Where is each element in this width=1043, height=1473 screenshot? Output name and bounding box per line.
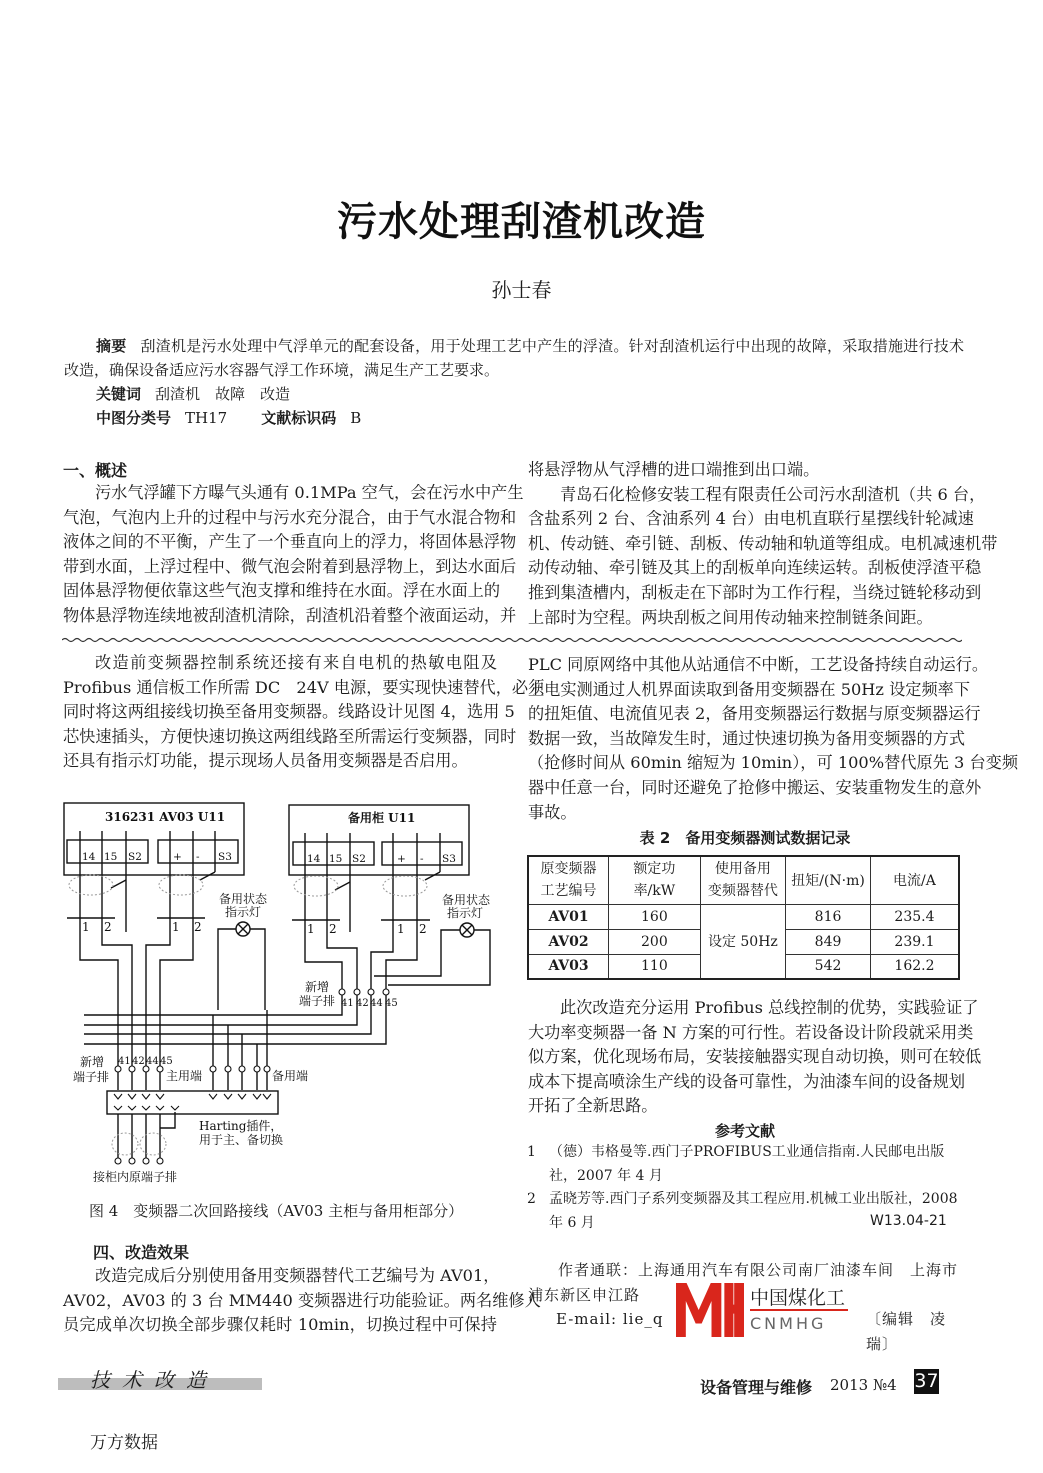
- text-line: 污水气浮罐下方曝气头通有 0.1MPa 空气，会在污水中产生: [95, 483, 524, 502]
- lamp-label: 备用状态: [219, 892, 268, 906]
- table-cell: 816: [786, 904, 871, 929]
- figure-4-wiring-diagram: [60, 795, 510, 1195]
- table-cell: 200: [609, 929, 701, 954]
- text-line: AV02，AV03 的 3 台 MM440 变频器进行功能验证。两名维修人: [63, 1290, 541, 1310]
- page-number: 37: [914, 1370, 939, 1392]
- reference-item: 1 （德）韦格曼等.西门子PROFIBUS工业通信指南.人民邮电出版社，2007 年 4 月: [527, 1144, 945, 1184]
- text-line: 数据一致，当故障发生时，通过快速切换为备用变频器的方式: [528, 728, 966, 748]
- pin-label: 2: [419, 922, 427, 936]
- article-author: 孙士春: [491, 278, 552, 302]
- text-line: 固体悬浮物便依靠这些气泡支撑和维持在水面。浮在水面上的: [63, 581, 501, 601]
- text-line: 器中任意一台，同时还避免了抢修中搬运、安装重物发生的意外: [528, 777, 982, 797]
- table-cell: AV01: [528, 904, 609, 929]
- abstract-block: [64, 334, 964, 430]
- new-terminal-label: 新增: [80, 1055, 105, 1069]
- pin-label: 1: [82, 920, 90, 934]
- abstract-label: 摘要: [96, 337, 127, 355]
- abstract: [64, 334, 964, 382]
- keywords-label: 关键词: [96, 385, 142, 403]
- table-cell: AV03: [528, 954, 609, 979]
- table-cell: 162.2: [870, 954, 959, 979]
- text-line: 员完成单次切换全部步骤仅耗时 10min，切换过程中可保持: [63, 1315, 497, 1335]
- text-line: 将悬浮物从气浮槽的进口端推到出口端。: [528, 460, 820, 479]
- terminal-label: 14: [307, 853, 321, 865]
- text-line: 气泡，气泡内上升的过程中与污水充分混合，由于气水混合物和: [63, 507, 517, 527]
- pin-label: 2: [329, 922, 337, 936]
- terminal-number: 45: [160, 1056, 173, 1067]
- text-line: 还具有指示灯功能，提示现场人员备用变频器是否启用。: [63, 751, 468, 771]
- journal-issue: 2013 №4: [830, 1376, 897, 1394]
- new-terminal-label: 端子排: [73, 1070, 110, 1084]
- lamp-label: 备用状态: [442, 893, 491, 907]
- text-line: 大功率变频器一备 N 方案的可行性。若设备设计阶段就采用类: [528, 1022, 974, 1042]
- text-line: 开拓了全新思路。: [528, 1096, 658, 1116]
- contact-line: 浦东新区申江路: [528, 1285, 641, 1304]
- abstract-text: 刮渣机是污水处理中气浮单元的配套设备，用于处理工艺中产生的浮渣。针对刮渣机运行中出现的故障，采取措施进行技术改造，确保设备适应污水容器气浮工作环境，满足生产工艺要求。: [64, 337, 964, 379]
- new-terminal-label: 新增: [305, 980, 330, 994]
- terminal-label: S3: [218, 851, 232, 863]
- harting-label: Harting插件，: [199, 1119, 283, 1133]
- table-cell: 235.4: [870, 904, 959, 929]
- figure-4-caption: 图 4 变频器二次回路接线（AV03 主柜与备用柜部分）: [89, 1202, 464, 1220]
- table-cell: 160: [609, 904, 701, 929]
- editor-credit: 〔编辑 凌 瑞〕: [866, 1310, 963, 1353]
- terminal-label: +: [397, 853, 406, 865]
- conclusion-paragraph: [528, 996, 982, 1119]
- text-line: PLC 同原网络中其他从站通信不中断，工艺设备持续自动运行。: [528, 655, 989, 674]
- text-line: 此次改造充分运用 Profibus 总线控制的优势，实践验证了: [560, 998, 979, 1017]
- section-4-heading: 四、改造效果: [93, 1243, 190, 1262]
- text-line: 改造前变频器控制系统还接有来自电机的热敏电阻及: [95, 653, 497, 672]
- pin-label: 1: [307, 922, 315, 936]
- section-1-paragraph: [63, 481, 524, 629]
- header-cell: 额定功 率/kW: [609, 856, 701, 904]
- text-line: 液体之间的不平衡，产生了一个垂直向上的浮力，将固体悬浮物: [63, 532, 517, 552]
- clc-label: 中图分类号: [96, 409, 172, 427]
- terminal-label: 15: [329, 853, 343, 865]
- terminal-label: -: [420, 853, 424, 865]
- header-cell: 原变频器 工艺编号: [528, 856, 609, 904]
- text-line: 推到集渣槽内，刮板走在下部时为工作行程，当绕过链轮移动到: [528, 582, 982, 602]
- text-line: （抢修时间从 60min 缩短为 10min），可 100%替代原先 3 台变频: [528, 753, 1019, 773]
- header-cell: 使用备用 变频器替代: [700, 856, 786, 904]
- text-line: 同时将这两组接线切换至备用变频器。线路设计见图 4，选用 5: [63, 702, 515, 722]
- mh-logo-icon: [676, 1283, 744, 1337]
- main-end-label: 主用端: [166, 1069, 203, 1083]
- clc-value: TH17: [185, 409, 228, 427]
- watermark-rule: [750, 1309, 848, 1311]
- spare-end-label: 备用端: [272, 1069, 309, 1083]
- header-cell: 扭矩/(N·m): [786, 856, 871, 904]
- text-line: 动传动轴、牵引链及其上的刮板单向连续运转。刮板使浮渣平稳: [528, 558, 982, 578]
- harting-connector: [107, 1091, 278, 1114]
- terminal-number: 44: [370, 998, 383, 1009]
- left-mid-paragraph: [63, 651, 545, 774]
- text-line: 物体悬浮物连续地被刮渣机清除，刮渣机沿着整个液面运动，并: [63, 605, 517, 625]
- text-line: 含盐系列 2 台、含油系列 4 台）由电机直联行星摆线针轮减速: [528, 509, 974, 529]
- text-line: 似方案，优化现场布局，安装接触器实现自动切换，则可在较低: [528, 1047, 982, 1067]
- article-title: 污水处理刮渣机改造: [337, 199, 706, 245]
- terminal-label: S3: [442, 853, 456, 865]
- table-cell: 239.1: [870, 929, 959, 954]
- pin-label: 1: [397, 922, 405, 936]
- main-cabinet-label: 316231 AV03 U11: [105, 810, 226, 824]
- terminal-number: 45: [385, 998, 398, 1009]
- right-top-paragraphs: [528, 458, 998, 630]
- header-cell: 电流/A: [870, 856, 959, 904]
- text-line: 机、传动链、牵引链、刮板、传动轴和轨道等组成。电机减速机带: [528, 533, 998, 553]
- contact-email: E-mail: lie_q: [556, 1310, 664, 1328]
- section-tag: [58, 1370, 262, 1390]
- terminal-number: 41: [118, 1056, 131, 1067]
- source-watermark: 万方数据: [90, 1433, 158, 1453]
- original-terminal-label: 接柜内原端子排: [93, 1170, 178, 1184]
- doc-code-label: 文献标识码: [261, 409, 337, 427]
- article-code: W13.04-21: [870, 1213, 947, 1229]
- text-line: Profibus 通信板工作所需 DC 24V 电源，要实现快速替代，必须: [63, 677, 545, 697]
- table-row: [528, 904, 959, 929]
- lamp-label: 指示灯: [225, 905, 262, 919]
- table-2: [527, 855, 960, 980]
- terminal-label: 14: [82, 851, 96, 863]
- terminal-label: S2: [352, 853, 366, 865]
- table-cell: 110: [609, 954, 701, 979]
- classification: [64, 406, 964, 430]
- text-line: 上部时为空程。两块刮板之间用传动轴来控制链条间距。: [528, 607, 933, 627]
- new-terminal-label: 端子排: [299, 994, 336, 1008]
- text-line: 成本下提高喷涂生产线的设备可靠性，为油漆车间的设备规划: [528, 1071, 966, 1091]
- terminal-label: -: [196, 851, 200, 863]
- terminal-label: 15: [104, 851, 118, 863]
- terminal-number: 42: [356, 998, 369, 1009]
- text-line: 芯快速插头，方便快速切换这两组线路至所需运行变频器，同时: [63, 726, 517, 746]
- text-line: 事故。: [528, 802, 577, 822]
- watermark-logo: [676, 1283, 856, 1339]
- table-cell: 542: [786, 954, 871, 979]
- contact-line: 作者通联：上海通用汽车有限公司南厂油漆车间 上海市: [558, 1261, 959, 1279]
- merged-setting-cell: 设定 50Hz: [700, 904, 786, 979]
- pin-label: 2: [194, 920, 202, 934]
- pin-label: 1: [172, 920, 180, 934]
- text-line: 上电实测通过人机界面读取到备用变频器在 50Hz 设定频率下: [528, 679, 971, 699]
- section-divider: [62, 636, 962, 644]
- terminal-label: +: [173, 851, 182, 863]
- text-line: 的扭矩值、电流值见表 2，备用变频器运行数据与原变频器运行: [528, 704, 981, 724]
- section-4-paragraph: [63, 1264, 541, 1338]
- section-tag-text: 技术改造: [90, 1368, 218, 1392]
- table-cell: 849: [786, 929, 871, 954]
- references-heading: 参考文献: [714, 1122, 775, 1140]
- reference-item: 2 孟晓芳等.西门子系列变频器及其工程应用.机械工业出版社，2008 年 6 月: [527, 1191, 958, 1231]
- text-line: 青岛石化检修安装工程有限责任公司污水刮渣机（共 6 台，: [560, 484, 986, 504]
- watermark-en: CNMHG: [750, 1314, 827, 1333]
- keywords-text: 刮渣机 故障 改造: [155, 385, 291, 403]
- terminal-number: 41: [341, 998, 354, 1009]
- keywords: [64, 382, 964, 406]
- terminal-number: 42: [132, 1056, 145, 1067]
- journal-name: 设备管理与维修: [700, 1378, 813, 1397]
- watermark-cn: 中国煤化工: [750, 1287, 846, 1309]
- terminal-number: 44: [146, 1056, 159, 1067]
- table-2-title: 表 2 备用变频器测试数据记录: [639, 829, 851, 847]
- right-mid-paragraph: [528, 653, 1019, 825]
- text-line: 带到水面，上浮过程中、微气泡会附着到悬浮物上，到达水面后: [63, 556, 517, 576]
- terminal-label: S2: [128, 851, 142, 863]
- table-cell: AV02: [528, 929, 609, 954]
- pin-label: 2: [104, 920, 112, 934]
- doc-code-value: B: [350, 409, 362, 427]
- text-line: 改造完成后分别使用备用变频器替代工艺编号为 AV01，: [95, 1266, 500, 1285]
- table-header-row: [528, 856, 959, 904]
- section-1-heading: 一、概述: [63, 461, 128, 480]
- lamp-label: 指示灯: [447, 906, 484, 920]
- harting-label: 用于主、备切换: [199, 1133, 284, 1147]
- spare-cabinet-label: 备用柜 U11: [348, 811, 416, 825]
